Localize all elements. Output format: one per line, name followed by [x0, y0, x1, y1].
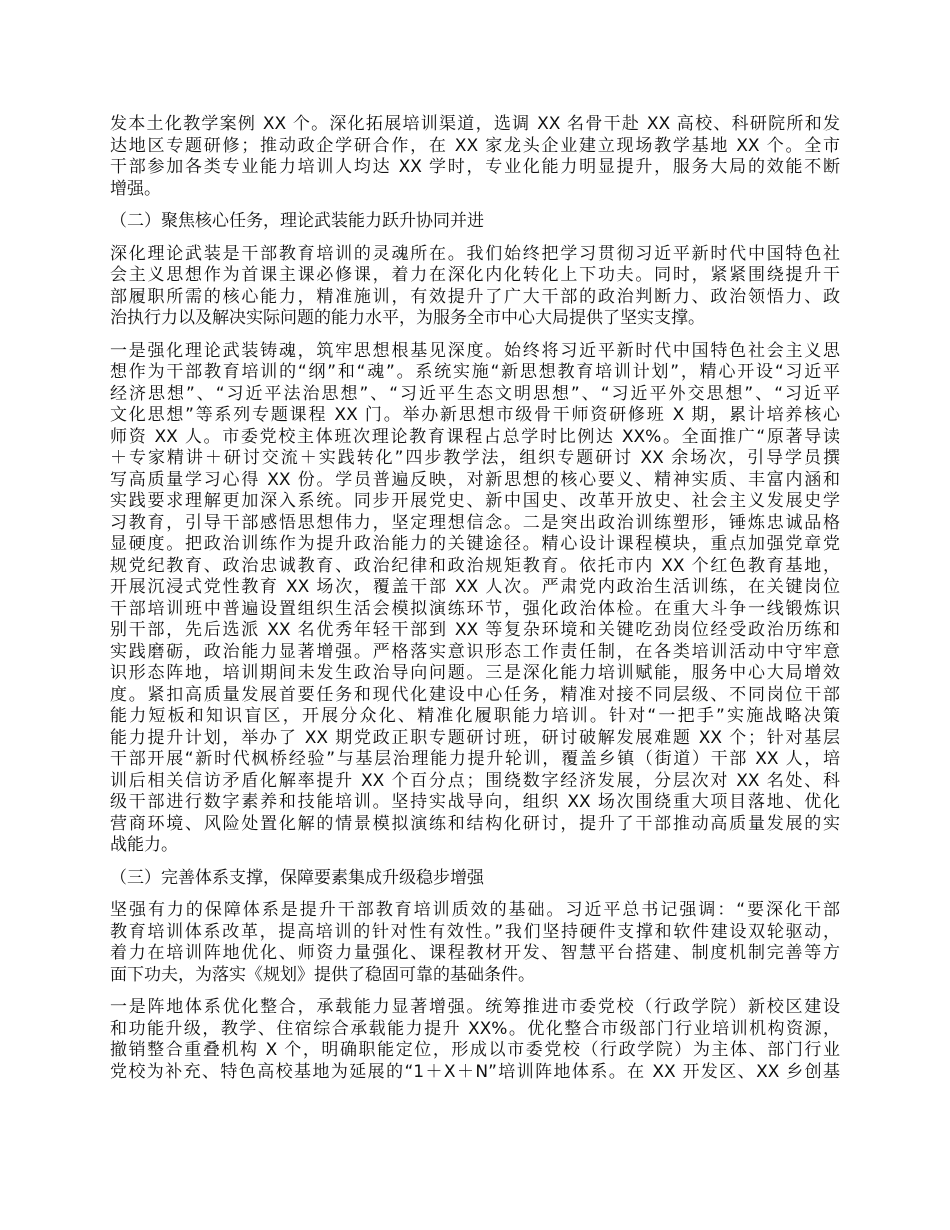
body-paragraph — [110, 244, 840, 330]
text-line: （三）完善体系支撑，保障要素集成升级稳步增强 — [110, 867, 484, 888]
text-line: 师资 XX 人。市委党校主体班次理论教育课程占总学时比例达 XX%。全面推广“原著导读 — [110, 426, 840, 447]
text-line: 文化思想”等系列专题课程 XX 门。举办新思想市级骨干师资研修班 X 期，累计培养核心 — [110, 405, 840, 425]
text-line: 发本土化教学案例 XX 个。深化拓展培训渠道，选调 XX 名骨干赴 XX 高校、科研院所和发 — [110, 114, 840, 134]
text-line: 训后相关信访矛盾化解率提升 XX 个百分点；围绕数字经济发展，分层次对 XX 名处、科 — [110, 770, 840, 791]
text-line: 部履职所需的核心能力，精准施训，有效提升了广大干部的政治判断力、政治领悟力、政 — [110, 286, 840, 307]
text-line: 达地区专题研修；推动政企学研合作，在 XX 家龙头企业建立现场教学基地 XX 个。全市 — [110, 135, 840, 156]
text-line: 营商环境、风险处置化解的情景模拟演练和结构化研讨，提升了干部推动高质量发展的实 — [110, 813, 840, 834]
text-line: 和功能升级，教学、住宿综合承载能力提升 XX%。优化整合市级部门行业培训机构资源， — [110, 1018, 840, 1039]
body-paragraph — [110, 114, 840, 200]
body-paragraph — [110, 997, 840, 1083]
text-line: 增强。 — [110, 178, 161, 199]
text-line: 深化理论武装是干部教育培训的灵魂所在。我们始终把学习贯彻习近平新时代中国特色社 — [110, 243, 840, 264]
text-line: 经济思想”、“习近平法治思想”、“习近平生态文明思想”、“习近平外交思想”、“习近平 — [110, 383, 840, 404]
text-line: 实践磨砺，政治能力显著增强。严格落实意识形态工作责任制，在各类培训活动中守牢意 — [110, 641, 840, 662]
text-line: ＋专家精讲＋研讨交流＋实践转化”四步教学法，组织专题研讨 XX 余场次，引导学员撰 — [110, 448, 840, 468]
text-line: 写高质量学习心得 XX 份。学员普遍反映，对新思想的核心要义、精神实质、丰富内涵和 — [110, 469, 840, 490]
text-line: （二）聚焦核心任务，理论武装能力跃升协同并进 — [110, 211, 484, 231]
text-line: 能力短板和知识盲区，开展分众化、精准化履职能力培训。针对“一把手”实施战略决策 — [110, 706, 840, 726]
text-line: 坚强有力的保障体系是提升干部教育培训质效的基础。习近平总书记强调：“要深化干部 — [110, 900, 840, 920]
text-line: 显硬度。把政治训练作为提升政治能力的关键途径。精心设计课程模块，重点加强党章党 — [110, 534, 840, 554]
text-line: 一是阵地体系优化整合，承载能力显著增强。统筹推进市委党校（行政学院）新校区建设 — [110, 997, 840, 1017]
text-line: 撤销整合重叠机构 X 个，明确职能定位，形成以市委党校（行政学院）为主体、部门行业 — [110, 1040, 840, 1060]
text-line: 实践要求理解更加深入系统。同步开展党史、新中国史、改革开放史、社会主义发展史学 — [110, 491, 840, 511]
text-line: 习教育，引导干部感悟思想伟力，坚定理想信念。二是突出政治训练塑形，锤炼忠诚品格 — [110, 512, 840, 533]
text-line: 识形态阵地，培训期间未发生政治导向问题。三是深化能力培训赋能，服务中心大局增效 — [110, 663, 840, 683]
section-heading — [110, 211, 840, 233]
body-paragraph — [110, 900, 840, 986]
text-line: 规党纪教育、政治忠诚教育、政治纪律和政治规矩教育。依托市内 XX 个红色教育基地， — [110, 555, 840, 576]
text-line: 会主义思想作为首课主课必修课，着力在深化内化转化上下功夫。同时，紧紧围绕提升干 — [110, 265, 840, 285]
document-page — [110, 114, 840, 1094]
text-line: 级干部进行数字素养和技能培训。坚持实战导向，组织 XX 场次围绕重大项目落地、优化 — [110, 792, 840, 812]
text-line: 开展沉浸式党性教育 XX 场次，覆盖干部 XX 人次。严肃党内政治生活训练，在关键岗位 — [110, 577, 840, 597]
text-line: 想作为干部教育培训的“纲”和“魂”。系统实施“新思想教育培训计划”，精心开设“习近平 — [110, 362, 840, 382]
text-line: 党校为补充、特色高校基地为延展的“1＋X＋N”培训阵地体系。在 XX 开发区、XX 乡创基 — [110, 1061, 840, 1082]
text-line: 干部参加各类专业能力培训人均达 XX 学时，专业化能力明显提升，服务大局的效能不断 — [110, 157, 840, 177]
text-line: 教育培训体系改革，提高培训的针对性有效性。”我们坚持硬件支撑和软件建设双轮驱动， — [110, 921, 840, 942]
text-line: 面下功夫，为落实《规划》提供了稳固可靠的基础条件。 — [110, 964, 535, 985]
text-line: 治执行力以及解决实际问题的能力水平，为服务全市中心大局提供了坚实支撑。 — [110, 308, 705, 328]
body-paragraph — [110, 341, 840, 857]
section-heading — [110, 868, 840, 890]
text-line: 干部开展“新时代枫桥经验”与基层治理能力提升轮训，覆盖乡镇（街道）干部 XX 人，培 — [110, 749, 840, 769]
text-line: 别干部，先后选派 XX 名优秀年轻干部到 XX 等复杂环境和关键吃劲岗位经受政治历练和 — [110, 620, 840, 640]
text-line: 干部培训班中普遍设置组织生活会模拟演练环节，强化政治体检。在重大斗争一线锻炼识 — [110, 598, 840, 619]
text-line: 一是强化理论武装铸魂，筑牢思想根基见深度。始终将习近平新时代中国特色社会主义思 — [110, 340, 840, 361]
text-line: 着力在培训阵地优化、师资力量强化、课程教材开发、智慧平台搭建、制度机制完善等方 — [110, 943, 840, 963]
text-line: 度。紧扣高质量发展首要任务和现代化建设中心任务，精准对接不同层级、不同岗位干部 — [110, 684, 840, 705]
text-line: 战能力。 — [110, 835, 178, 855]
text-line: 能力提升计划，举办了 XX 期党政正职专题研讨班，研讨破解发展难题 XX 个；针对基层 — [110, 727, 840, 748]
